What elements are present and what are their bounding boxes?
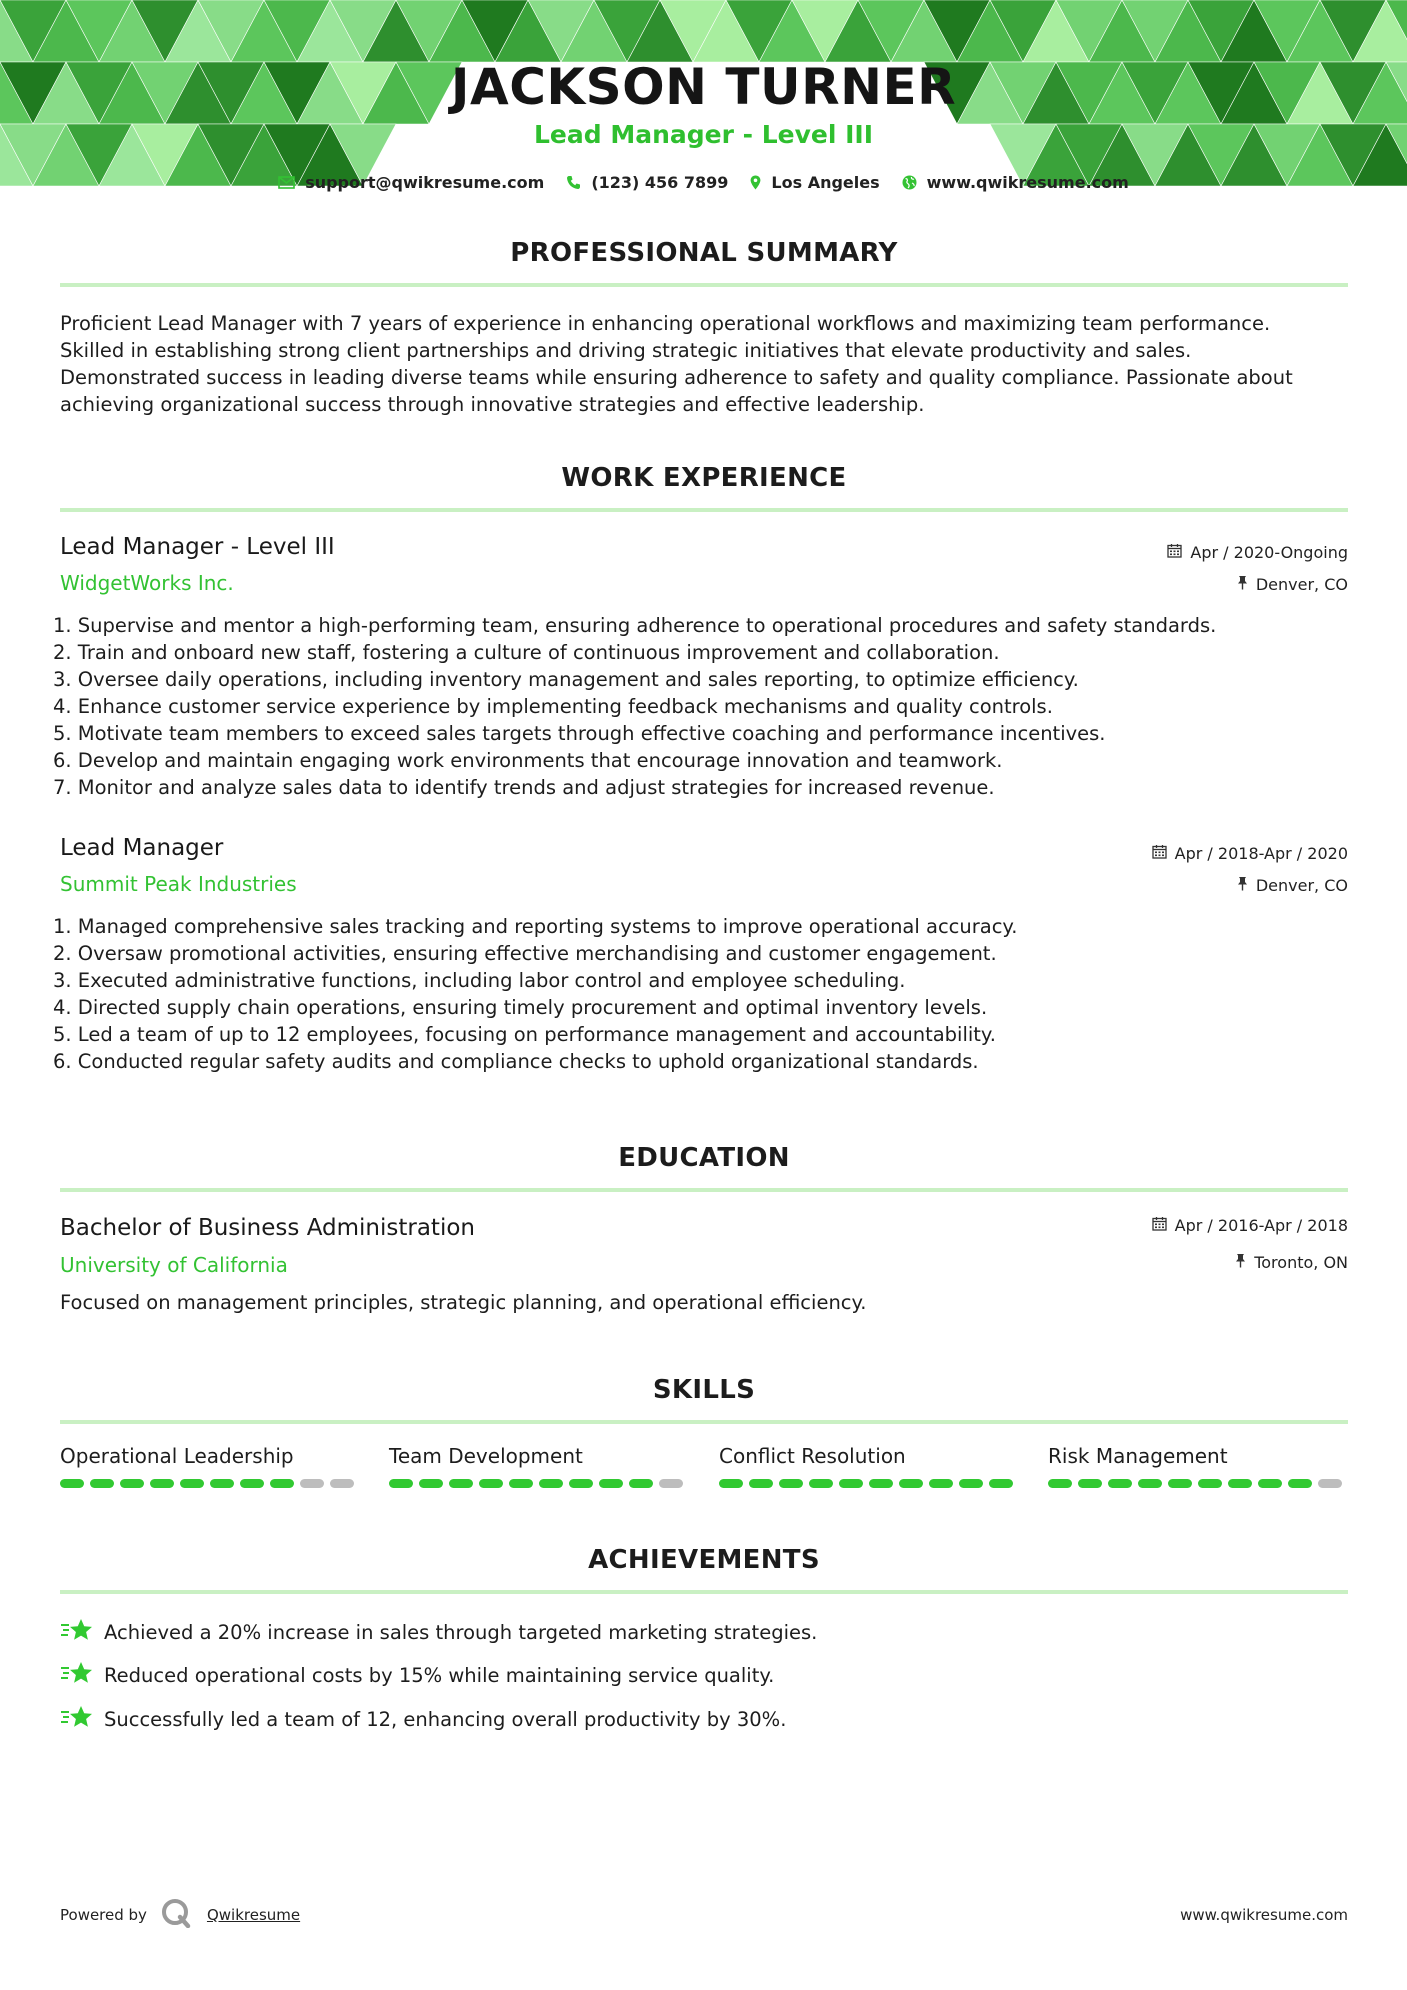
skill-segment: [300, 1479, 324, 1488]
job-dates-text: Apr / 2018-Apr / 2020: [1174, 844, 1348, 863]
duty-item: 5. Motivate team members to exceed sales targets through effective coaching and performance incentives.: [53, 722, 1106, 745]
envelope-icon: [278, 176, 295, 189]
email-text: support@qwikresume.com: [305, 173, 545, 192]
duty-item: 7. Monitor and analyze sales data to identify trends and adjust strategies for increased revenue.: [53, 776, 995, 799]
skill-segment: [419, 1479, 443, 1488]
job-dates-text: Apr / 2020-Ongoing: [1190, 543, 1348, 562]
skill-item: [389, 1444, 689, 1488]
footer-branding: [60, 1898, 300, 1932]
skill-segment: [1108, 1479, 1132, 1488]
degree-title: Bachelor of Business Administration: [60, 1215, 475, 1241]
contact-location: [750, 173, 879, 192]
achievement-item: [60, 1616, 817, 1649]
summary-line: Skilled in establishing strong client partnerships and driving strategic initiatives that elevate productivity and sales.: [60, 339, 1192, 362]
skill-name: Risk Management: [1048, 1444, 1228, 1468]
skill-segment: [1288, 1479, 1312, 1488]
job-location: [1237, 575, 1348, 594]
achievements-heading: ACHIEVEMENTS: [588, 1545, 820, 1575]
duty-item: 4. Enhance customer service experience by implementing feedback mechanisms and quality controls.: [53, 695, 1053, 718]
skill-segment: [180, 1479, 204, 1488]
skill-segment: [569, 1479, 593, 1488]
achievement-text: Achieved a 20% increase in sales through targeted marketing strategies.: [104, 1621, 818, 1644]
skill-segment: [389, 1479, 413, 1488]
achievement-item: [60, 1659, 774, 1692]
skills-heading: SKILLS: [652, 1375, 756, 1405]
skill-meter: [719, 1479, 1019, 1488]
job-title: Lead Manager - Level III: [60, 534, 335, 560]
skill-segment: [60, 1479, 84, 1488]
powered-by-text: Powered by: [60, 1906, 147, 1924]
experience-heading: WORK EXPERIENCE: [561, 463, 847, 493]
calendar-icon: [1152, 844, 1167, 863]
qwikresume-link[interactable]: Qwikresume: [206, 1906, 301, 1924]
map-pin-icon: [750, 175, 761, 190]
skill-segment: [1168, 1479, 1192, 1488]
contact-email[interactable]: [278, 173, 544, 192]
skill-segment: [989, 1479, 1013, 1488]
skill-segment: [929, 1479, 953, 1488]
skill-segment: [1258, 1479, 1282, 1488]
duty-item: 5. Led a team of up to 12 employees, focusing on performance management and accountability.: [53, 1023, 996, 1046]
achievement-text: Successfully led a team of 12, enhancing overall productivity by 30%.: [104, 1708, 787, 1731]
phone-text: (123) 456 7899: [591, 173, 729, 192]
skill-item: [60, 1444, 360, 1488]
duty-list: [53, 612, 1353, 801]
job-location-text: Denver, CO: [1255, 876, 1348, 895]
skills-divider: [60, 1420, 1348, 1424]
phone-icon: [566, 175, 581, 190]
duty-list: [53, 913, 1353, 1075]
contact-website[interactable]: [902, 173, 1129, 192]
education-location-text: Toronto, ON: [1254, 1253, 1348, 1272]
school-name: University of California: [60, 1253, 288, 1277]
education-divider: [60, 1188, 1348, 1192]
experience-divider: [60, 508, 1348, 512]
job-dates: [1167, 543, 1348, 562]
duty-item: 2. Oversaw promotional activities, ensuring effective merchandising and customer engagement.: [53, 942, 997, 965]
skill-segment: [869, 1479, 893, 1488]
education-location: [1235, 1253, 1348, 1272]
duty-item: 1. Managed comprehensive sales tracking and reporting systems to improve operational accuracy.: [53, 915, 1018, 938]
website-text: www.qwikresume.com: [926, 173, 1129, 192]
achievement-item: [60, 1703, 786, 1736]
skill-segment: [1048, 1479, 1072, 1488]
skill-segment: [839, 1479, 863, 1488]
duty-item: 4. Directed supply chain operations, ensuring timely procurement and optimal inventory levels.: [53, 996, 988, 1019]
education-description: Focused on management principles, strategic planning, and operational efficiency.: [60, 1291, 867, 1314]
skill-item: [1048, 1444, 1348, 1488]
skill-segment: [90, 1479, 114, 1488]
skill-segment: [210, 1479, 234, 1488]
skill-segment: [1138, 1479, 1162, 1488]
skill-segment: [1318, 1479, 1342, 1488]
duty-item: 1. Supervise and mentor a high-performing team, ensuring adherence to operational procedures and safety standards.: [53, 614, 1217, 637]
skill-name: Team Development: [389, 1444, 583, 1468]
duty-item: 3. Oversee daily operations, including inventory management and sales reporting, to optimize efficiency.: [53, 668, 1079, 691]
skill-segment: [150, 1479, 174, 1488]
skill-meter: [389, 1479, 689, 1488]
skill-segment: [449, 1479, 473, 1488]
skill-meter: [60, 1479, 360, 1488]
skill-segment: [539, 1479, 563, 1488]
summary-line: Proficient Lead Manager with 7 years of experience in enhancing operational workflows and maximizing team performance.: [60, 312, 1271, 335]
star-icon: [60, 1659, 94, 1692]
star-icon: [60, 1703, 94, 1736]
skill-item: [719, 1444, 1019, 1488]
job-title: Lead Manager: [60, 835, 224, 861]
star-icon: [60, 1616, 94, 1649]
summary-heading: PROFESSIONAL SUMMARY: [510, 238, 898, 268]
skill-segment: [479, 1479, 503, 1488]
job-location: [1237, 876, 1348, 895]
achievements-divider: [60, 1590, 1348, 1594]
skill-segment: [779, 1479, 803, 1488]
pushpin-icon: [1237, 575, 1248, 594]
job-location-text: Denver, CO: [1255, 575, 1348, 594]
skill-segment: [330, 1479, 354, 1488]
summary-text: [60, 310, 1360, 418]
globe-icon: [902, 175, 917, 190]
education-dates-text: Apr / 2016-Apr / 2018: [1174, 1216, 1348, 1235]
achievement-text: Reduced operational costs by 15% while maintaining service quality.: [104, 1664, 775, 1687]
candidate-title: Lead Manager - Level III: [533, 120, 874, 149]
skill-name: Conflict Resolution: [719, 1444, 906, 1468]
pushpin-icon: [1235, 1253, 1246, 1272]
contact-phone[interactable]: [566, 173, 728, 192]
skill-segment: [1228, 1479, 1252, 1488]
skills-grid: [60, 1444, 1348, 1494]
contact-bar: [0, 173, 1407, 192]
skill-segment: [809, 1479, 833, 1488]
footer-website[interactable]: www.qwikresume.com: [1180, 1906, 1348, 1924]
skill-segment: [749, 1479, 773, 1488]
duty-item: 2. Train and onboard new staff, fostering a culture of continuous improvement and collaboration.: [53, 641, 1000, 664]
skill-segment: [240, 1479, 264, 1488]
skill-name: Operational Leadership: [60, 1444, 294, 1468]
education-dates: [1152, 1216, 1348, 1235]
summary-divider: [60, 283, 1348, 287]
skill-segment: [270, 1479, 294, 1488]
skill-meter: [1048, 1479, 1348, 1488]
location-text: Los Angeles: [771, 173, 880, 192]
qwikresume-logo-icon: [161, 1898, 193, 1932]
skill-segment: [719, 1479, 743, 1488]
job-dates: [1152, 844, 1348, 863]
candidate-name: JACKSON TURNER: [450, 58, 957, 116]
summary-line: Demonstrated success in leading diverse teams while ensuring adherence to safety and quality compliance. Passionate about: [60, 366, 1293, 389]
skill-segment: [899, 1479, 923, 1488]
skill-segment: [659, 1479, 683, 1488]
calendar-icon: [1167, 543, 1182, 562]
skill-segment: [509, 1479, 533, 1488]
calendar-icon: [1152, 1216, 1167, 1235]
skill-segment: [599, 1479, 623, 1488]
skill-segment: [959, 1479, 983, 1488]
skill-segment: [120, 1479, 144, 1488]
company-name: WidgetWorks Inc.: [60, 571, 234, 595]
skill-segment: [1198, 1479, 1222, 1488]
pushpin-icon: [1237, 876, 1248, 895]
duty-item: 6. Develop and maintain engaging work environments that encourage innovation and teamwork.: [53, 749, 1003, 772]
summary-line: achieving organizational success through innovative strategies and effective leadership.: [60, 393, 925, 416]
duty-item: 3. Executed administrative functions, including labor control and employee scheduling.: [53, 969, 906, 992]
company-name: Summit Peak Industries: [60, 872, 297, 896]
education-heading: EDUCATION: [618, 1143, 790, 1173]
duty-item: 6. Conducted regular safety audits and compliance checks to uphold organizational standards.: [53, 1050, 979, 1073]
skill-segment: [629, 1479, 653, 1488]
skill-segment: [1078, 1479, 1102, 1488]
